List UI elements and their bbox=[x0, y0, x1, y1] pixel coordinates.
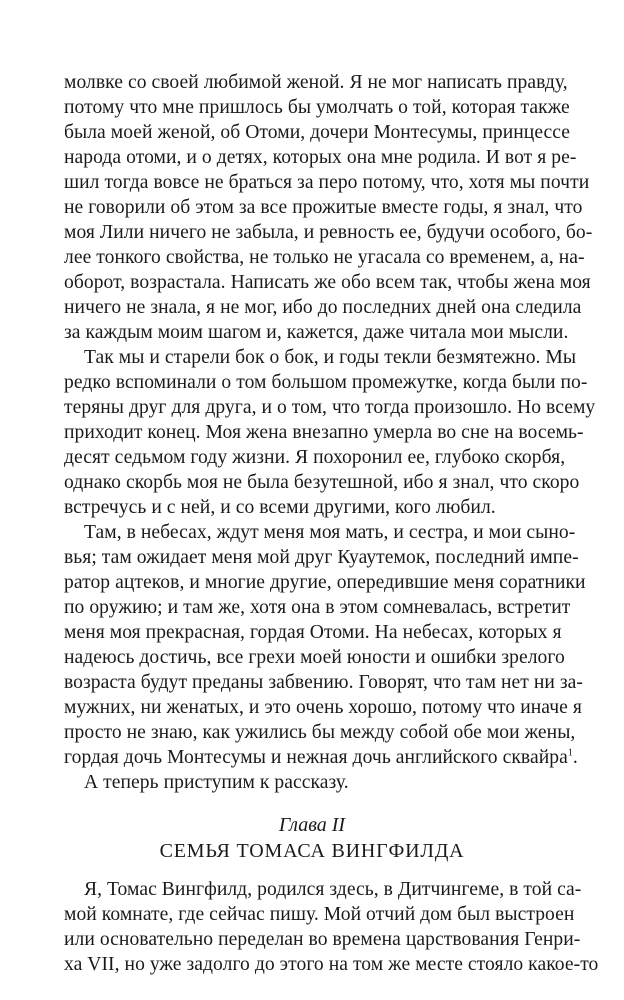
text-line: ничего не знала, я не мог, ибо до последних дней она следила bbox=[64, 297, 582, 318]
text-line: потому что мне пришлось бы умолчать о той, которая также bbox=[64, 97, 570, 118]
text-line: шил тогда вовсе не браться за перо потому, что, хотя мы почти bbox=[64, 172, 590, 193]
text-line: просто не знаю, как ужились бы между собой обе мои жены, bbox=[64, 722, 576, 743]
text-line: Там, в небесах, ждут меня моя мать, и сестра, и мои сыно- bbox=[84, 522, 576, 543]
text-line: по оружию; и там же, хотя она в этом сомневалась, встретит bbox=[64, 597, 571, 618]
text-line: приходит конец. Моя жена внезапно умерла во сне на восемь- bbox=[64, 422, 584, 443]
text-line: десят седьмом году жизни. Я похоронил ее, глубоко скорбя, bbox=[64, 447, 566, 468]
text-line: не говорили об этом за все прожитые вместе годы, я знал, что bbox=[64, 197, 583, 218]
text-line: Так мы и старели бок о бок, и годы текли безмятежно. Мы bbox=[84, 347, 577, 368]
text-line: мой комнате, где сейчас пишу. Мой отчий дом был выстроен bbox=[64, 904, 575, 925]
text-line: лее тонкого свойства, не только не угасала со временем, а, на- bbox=[64, 247, 585, 268]
text-line: была моей женой, об Отоми, дочери Монтесумы, принцессе bbox=[64, 122, 571, 143]
text-line: вья; там ожидает меня мой друг Куаутемок, последний импе- bbox=[64, 547, 579, 568]
chapter-title: СЕМЬЯ ТОМАСА ВИНГФИЛДА bbox=[159, 840, 465, 862]
text-line: мужних, ни женатых, и это очень хорошо, потому что иначе я bbox=[64, 697, 582, 718]
text-line: Я, Томас Вингфилд, родился здесь, в Дитчингеме, в той са- bbox=[84, 879, 582, 900]
text-line: молвке со своей любимой женой. Я не мог написать правду, bbox=[64, 72, 568, 93]
text-line-with-footnote: гордая дочь Монтесумы и нежная дочь английского сквайра$^1$. bbox=[64, 747, 578, 768]
text-line: за каждым моим шагом и, кажется, даже читала мои мысли. bbox=[64, 322, 569, 343]
text-line: редко вспоминали о том большом промежутке, когда были по- bbox=[64, 372, 588, 393]
text-line: встречусь и с ней, и со всеми другими, кого любил. bbox=[64, 497, 496, 518]
text-line: однако скорбь моя не была безутешной, ибо я знал, что скоро bbox=[64, 472, 580, 493]
chapter-label: Глава II bbox=[278, 814, 346, 836]
text-line: народа отоми, и о детях, которых она мне родила. И вот я ре- bbox=[64, 147, 577, 168]
footnote-marker: 1 bbox=[567, 747, 573, 759]
text-line: меня моя прекрасная, гордая Отоми. На небесах, которых я bbox=[64, 622, 562, 643]
text-line: А теперь приступим к рассказу. bbox=[84, 772, 349, 793]
text-line: возраста будут преданы забвению. Говорят, что там нет ни за- bbox=[64, 672, 583, 693]
text-line: гордая дочь Монтесумы и нежная дочь английского сквайра bbox=[64, 747, 568, 768]
text-line: теряны друг для друга, и о том, что тогда произошло. Но всему bbox=[64, 397, 596, 418]
text-line: ха VII, но уже задолго до этого на том же месте стояло какое-то bbox=[64, 954, 599, 975]
text-line: надеюсь достичь, все грехи моей юности и ошибки зрелого bbox=[64, 647, 565, 668]
text-line: оборот, возрастала. Написать же обо всем так, чтобы жена моя bbox=[64, 272, 591, 293]
text-line: ратор ацтеков, и многие другие, опередившие меня соратники bbox=[64, 572, 586, 593]
text-line: моя Лили ничего не забыла, и ревность ее, будучи особого, бо- bbox=[64, 222, 593, 243]
text-line: или основательно переделан во времена царствования Генри- bbox=[64, 929, 581, 950]
